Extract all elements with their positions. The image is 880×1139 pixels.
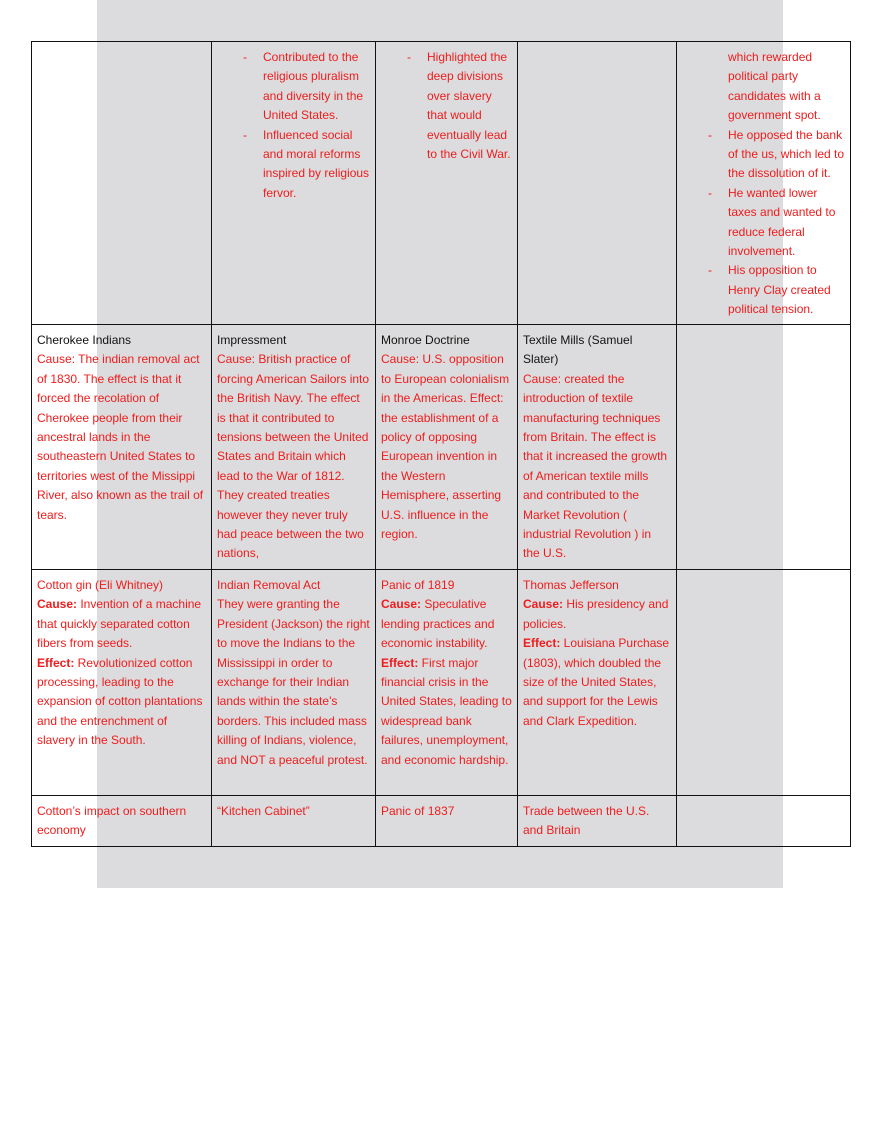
cell-title: Indian Removal Act <box>217 578 321 592</box>
cell-title: Impressment <box>217 333 287 347</box>
cell-text: Cause: U.S. opposition to European colonialism in the Americas. Effect: the establishment of a policy of opposing European invention in the Western Hemisphere, asserting U.S. influence in the region. <box>381 352 510 542</box>
table-cell <box>518 325 677 570</box>
cause-text: Invention of a machine that quickly separated cotton fibers from seeds. <box>37 597 202 651</box>
cell-title: Cotton gin (Eli Whitney) <box>37 578 164 592</box>
list-item: - Contributed to the religious pluralism and diversity in the United States. <box>217 48 370 126</box>
effect-text: First major financial crisis in the United States, leading to widespread bank failures, unemployment, and economic hardship. <box>381 655 512 767</box>
list-item: - Highlighted the deep divisions over slavery that would eventually lead to the Civil War. <box>381 48 512 164</box>
table-cell <box>212 325 376 570</box>
table-cell <box>677 796 851 847</box>
table-cell: Panic of 1837 <box>376 796 518 847</box>
list-item: - His opposition to Henry Clay created political tension. <box>682 261 845 319</box>
effect-label: Effect: <box>37 655 75 670</box>
table-cell <box>376 42 518 325</box>
cell-text: Cause: The indian removal act of 1830. The effect is that it forced the recolation of Cherokee people from their ancestral lands in the southeastern United States to territories west of the Missippi River, also known as the trail of tears. <box>37 352 204 522</box>
table-cell: Cotton’s impact on southern economy <box>32 796 212 847</box>
table-row <box>32 42 851 325</box>
cell-title: Textile Mills (Samuel Slater) <box>523 333 633 367</box>
cell-title: Panic of 1819 <box>381 578 455 592</box>
list-item: - He wanted lower taxes and wanted to reduce federal involvement. <box>682 184 845 262</box>
table-cell <box>32 570 212 796</box>
continued-text: which rewarded political party candidates with a government spot. <box>728 50 821 123</box>
cell-text: Cause: British practice of forcing American Sailors into the British Navy. The effect is that it contributed to tensions between the United States and Britain which lead to the War of 1812. They created treaties however they never truly had peace between the two nations, <box>217 352 370 561</box>
table-cell <box>32 325 212 570</box>
table-cell: Trade between the U.S. and Britain <box>518 796 677 847</box>
cause-label: Cause: <box>37 597 78 612</box>
cause-text: His presidency and policies. <box>523 597 669 631</box>
table-cell <box>376 325 518 570</box>
table-cell <box>32 42 212 325</box>
table-cell <box>212 570 376 796</box>
effect-label: Effect: <box>523 636 561 651</box>
cause-text: Speculative lending practices and economic instability. <box>381 597 495 651</box>
cell-text: They were granting the President (Jackson) the right to move the Indians to the Mississippi in order to exchange for their Indian lands within the state's borders. This included mass killing of Indians, violence, and NOT a peaceful protest. <box>217 597 370 767</box>
table-cell <box>518 570 677 796</box>
table-cell <box>677 570 851 796</box>
table-row <box>32 325 851 570</box>
effect-text: Louisiana Purchase (1803), which doubled the size of the United States, and support for the Lewis and Clark Expedition. <box>523 636 670 728</box>
cell-text: Cause: created the introduction of textile manufacturing techniques from Britain. The effect is that it increased the growth of American textile mills and contributed to the Market Revolution ( industrial Revolution ) in the U.S. <box>523 371 668 561</box>
cell-title: Thomas Jefferson <box>523 578 619 592</box>
table-cell <box>518 42 677 325</box>
cause-effect-table <box>31 41 851 847</box>
table-cell: “Kitchen Cabinet” <box>212 796 376 847</box>
table-cell <box>212 42 376 325</box>
table-cell <box>376 570 518 796</box>
cause-label: Cause: <box>523 597 564 612</box>
list-item: - He opposed the bank of the us, which led to the dissolution of it. <box>682 126 845 184</box>
effect-text: Revolutionized cotton processing, leading to the expansion of cotton plantations and the entrenchment of slavery in the South. <box>37 655 203 748</box>
table-row <box>32 570 851 796</box>
table-cell <box>677 42 851 325</box>
cell-title: Monroe Doctrine <box>381 333 470 347</box>
table-row <box>32 796 851 847</box>
table-cell <box>677 325 851 570</box>
cell-title: Cherokee Indians <box>37 333 132 347</box>
cause-label: Cause: <box>381 597 422 612</box>
effect-label: Effect: <box>381 655 419 670</box>
list-item: - Influenced social and moral reforms inspired by religious fervor. <box>217 126 370 204</box>
